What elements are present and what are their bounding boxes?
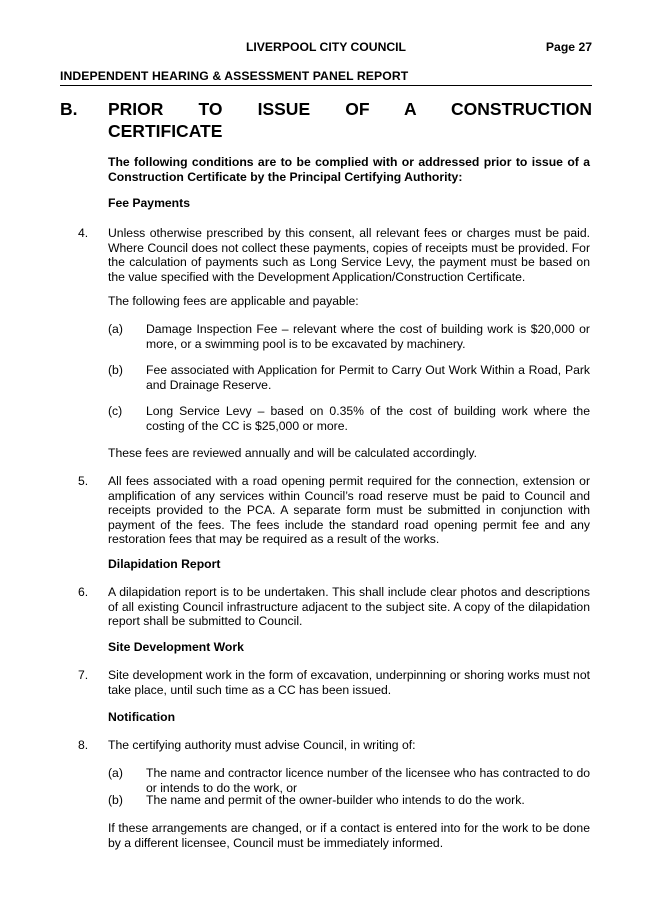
condition-7-text: Site development work in the form of excavation, underpinning or shoring works must not take place, until such time as a CC has been issued. bbox=[108, 668, 590, 697]
item-label: (b) bbox=[108, 793, 123, 807]
condition-8-text: The certifying authority must advise Council, in writing of: bbox=[108, 738, 416, 752]
section-title-line2: CERTIFICATE bbox=[108, 121, 223, 141]
subheading-site-development-work: Site Development Work bbox=[108, 640, 244, 654]
section-letter: B. bbox=[60, 99, 78, 119]
item-label: (c) bbox=[108, 404, 123, 418]
section-title-line1: PRIOR TO ISSUE OF A CONSTRUCTION bbox=[108, 99, 592, 119]
condition-5-text: All fees associated with a road opening permit required for the connection, extension or amplification of any services within Council’s road reserve must be paid to Council and receipts provided to the PCA. A separate form must be submitted in conjunction with payment of the fees. The fees include the standard road opening permit fee and any restoration fees that may be required as a result of the works. bbox=[108, 474, 590, 547]
report-title: INDEPENDENT HEARING & ASSESSMENT PANEL REPORT bbox=[60, 69, 409, 83]
condition-8-item-b: The name and permit of the owner-builder who intends to do the work. bbox=[146, 793, 525, 807]
condition-4-closing: These fees are reviewed annually and will be calculated accordingly. bbox=[108, 446, 477, 460]
condition-number: 6. bbox=[78, 585, 89, 599]
header-rule bbox=[60, 85, 592, 86]
council-name: LIVERPOOL CITY COUNCIL bbox=[245, 40, 407, 54]
condition-8-item-a: The name and contractor licence number of the licensee who has contracted to do or intends to do the work, or bbox=[146, 766, 590, 795]
condition-number: 7. bbox=[78, 668, 89, 682]
condition-6-text: A dilapidation report is to be undertaken. This shall include clear photos and descriptions of all existing Council infrastructure adjacent to the subject site. A copy of the dilapidation report shall be submitted to Council. bbox=[108, 585, 590, 629]
page-number: Page 27 bbox=[545, 40, 592, 54]
item-label: (a) bbox=[108, 766, 123, 780]
condition-4-item-c: Long Service Levy – based on 0.35% of the cost of building work where the costing of the CC is $25,000 or more. bbox=[146, 404, 590, 433]
condition-4-lead: The following fees are applicable and payable: bbox=[108, 294, 359, 308]
item-label: (b) bbox=[108, 363, 123, 377]
subheading-notification: Notification bbox=[108, 710, 176, 724]
condition-number: 8. bbox=[78, 738, 89, 752]
subheading-dilapidation-report: Dilapidation Report bbox=[108, 557, 221, 571]
condition-number: 4. bbox=[78, 226, 89, 240]
intro-paragraph: The following conditions are to be complied with or addressed prior to issue of a Construction Certificate by the Principal Certifying Authority: bbox=[108, 155, 590, 184]
running-header bbox=[60, 40, 592, 56]
subheading-fee-payments: Fee Payments bbox=[108, 196, 190, 210]
condition-8-closing: If these arrangements are changed, or if a contact is entered into for the work to be done by a different licensee, Council must be immediately informed. bbox=[108, 821, 590, 850]
condition-4-text: Unless otherwise prescribed by this consent, all relevant fees or charges must be paid. Where Council does not collect these payments, copies of receipts must be provided. For the calculation of payments such as Long Service Levy, the payment must be based on the value specified with the Development Application/Construction Certificate. bbox=[108, 226, 590, 284]
item-label: (a) bbox=[108, 322, 123, 336]
condition-4-item-a: Damage Inspection Fee – relevant where the cost of building work is $20,000 or more, or a swimming pool is to be excavated by machinery. bbox=[146, 322, 590, 351]
condition-4-item-b: Fee associated with Application for Permit to Carry Out Work Within a Road, Park and Drainage Reserve. bbox=[146, 363, 590, 392]
condition-number: 5. bbox=[78, 474, 89, 488]
